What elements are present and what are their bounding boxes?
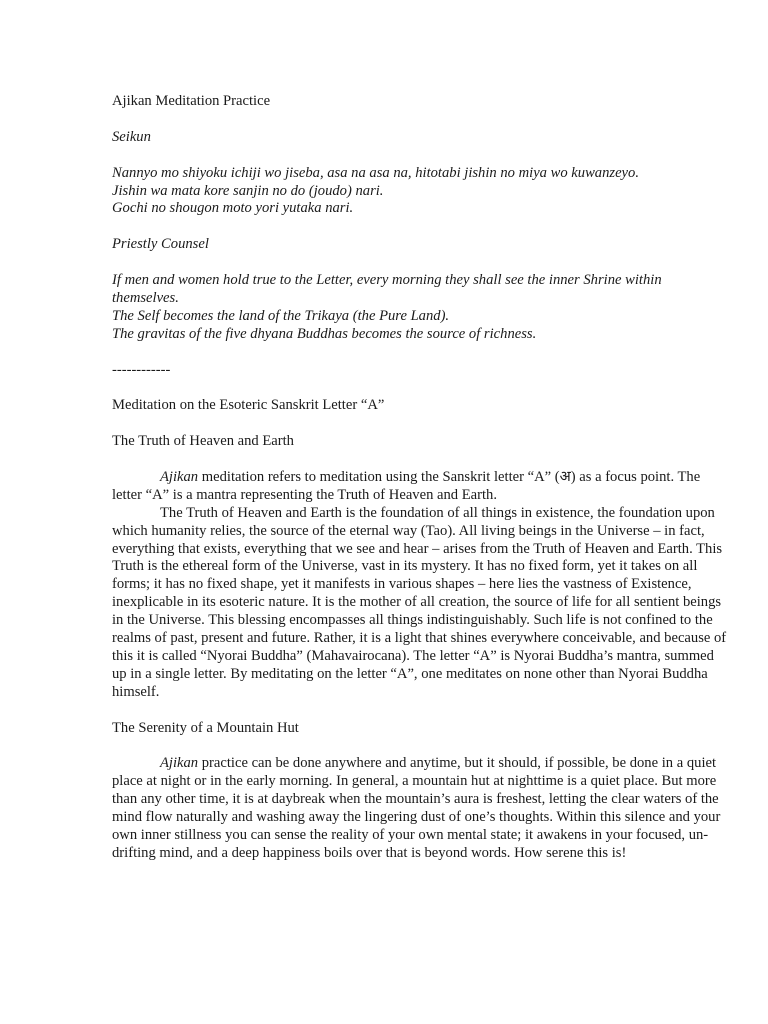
section-heading-truth: The Truth of Heaven and Earth bbox=[112, 433, 294, 450]
seikun-line: Nannyo mo shiyoku ichiji wo jiseba, asa na asa na, hitotabi jishin no miya wo kuwanzeyo. bbox=[112, 164, 639, 181]
counsel-line: The Self becomes the land of the Trikaya (the Pure Land). bbox=[112, 307, 450, 324]
seikun-line: Gochi no shougon moto yori yutaka nari. bbox=[112, 200, 354, 217]
meditation-heading: Meditation on the Esoteric Sanskrit Letter “A” bbox=[112, 397, 385, 414]
ajikan-term: Ajikan bbox=[160, 468, 199, 485]
ajikan-term: Ajikan bbox=[160, 755, 199, 772]
counsel-line: The gravitas of the five dhyana Buddhas becomes the source of richness. bbox=[112, 325, 537, 342]
paragraph-text: meditation refers to meditation using the Sanskrit letter “A” (अ) as a focus point. The letter “A” is a mantra representing the Truth of Heaven and Earth. bbox=[112, 468, 701, 503]
counsel-heading: Priestly Counsel bbox=[112, 236, 209, 253]
section-heading-serenity: The Serenity of a Mountain Hut bbox=[112, 719, 299, 736]
body-paragraph bbox=[112, 755, 728, 862]
counsel-line: If men and women hold true to the Letter, every morning they shall see the inner Shrine within themselves. bbox=[112, 272, 662, 306]
body-paragraph bbox=[112, 469, 728, 505]
seikun-verse bbox=[112, 165, 728, 219]
seikun-heading: Seikun bbox=[112, 128, 151, 145]
body-paragraph: The Truth of Heaven and Earth is the foundation of all things in existence, the foundation upon which humanity relies, the source of the eternal way (Tao). All living beings in the Universe – in fact, everything that exists, everything that we see and hear – arises from the Truth of Heaven and Earth. This Truth is the ethereal form of the Universe, vast in its mystery. It has no fixed form, yet it takes on all forms; it has no fixed shape, yet it manifests in various shapes – here lies the vastness of Existence, inexplicable in its esoteric nature. It is the mother of all creation, the source of life for all sentient beings in the Universe. This blessing encompasses all things indistinguishably. Such life is not confined to the realms of past, present and future. Rather, it is a light that shines everywhere conceivable, and because of this it is called “Nyorai Buddha” (Mahavairocana). The letter “A” is Nyorai Buddha’s mantra, summed up in a single letter. By meditating on the letter “A”, one meditates on none other than Nyorai Buddha himself. bbox=[112, 504, 727, 700]
paragraph-text: practice can be done anywhere and anytime, but it should, if possible, be done in a quiet place at night or in the early morning. In general, a mountain hut at nighttime is a quiet place. But more than any other time, it is at daybreak when the mountain’s aura is freshest, letting the clear waters of the mind flow naturally and washing away the lingering dust of one’s thoughts. Within this silence and your own inner stillness you can sense the reality of your own mental state; it awakens in your focused, un-drifting mind, and a deep happiness boils over that is beyond words. How serene this is! bbox=[112, 755, 721, 861]
counsel-verse bbox=[112, 272, 728, 344]
section-divider: ------------ bbox=[112, 361, 171, 378]
document-title: Ajikan Meditation Practice bbox=[112, 93, 271, 109]
seikun-line: Jishin wa mata kore sanjin no do (joudo) nari. bbox=[112, 182, 384, 199]
